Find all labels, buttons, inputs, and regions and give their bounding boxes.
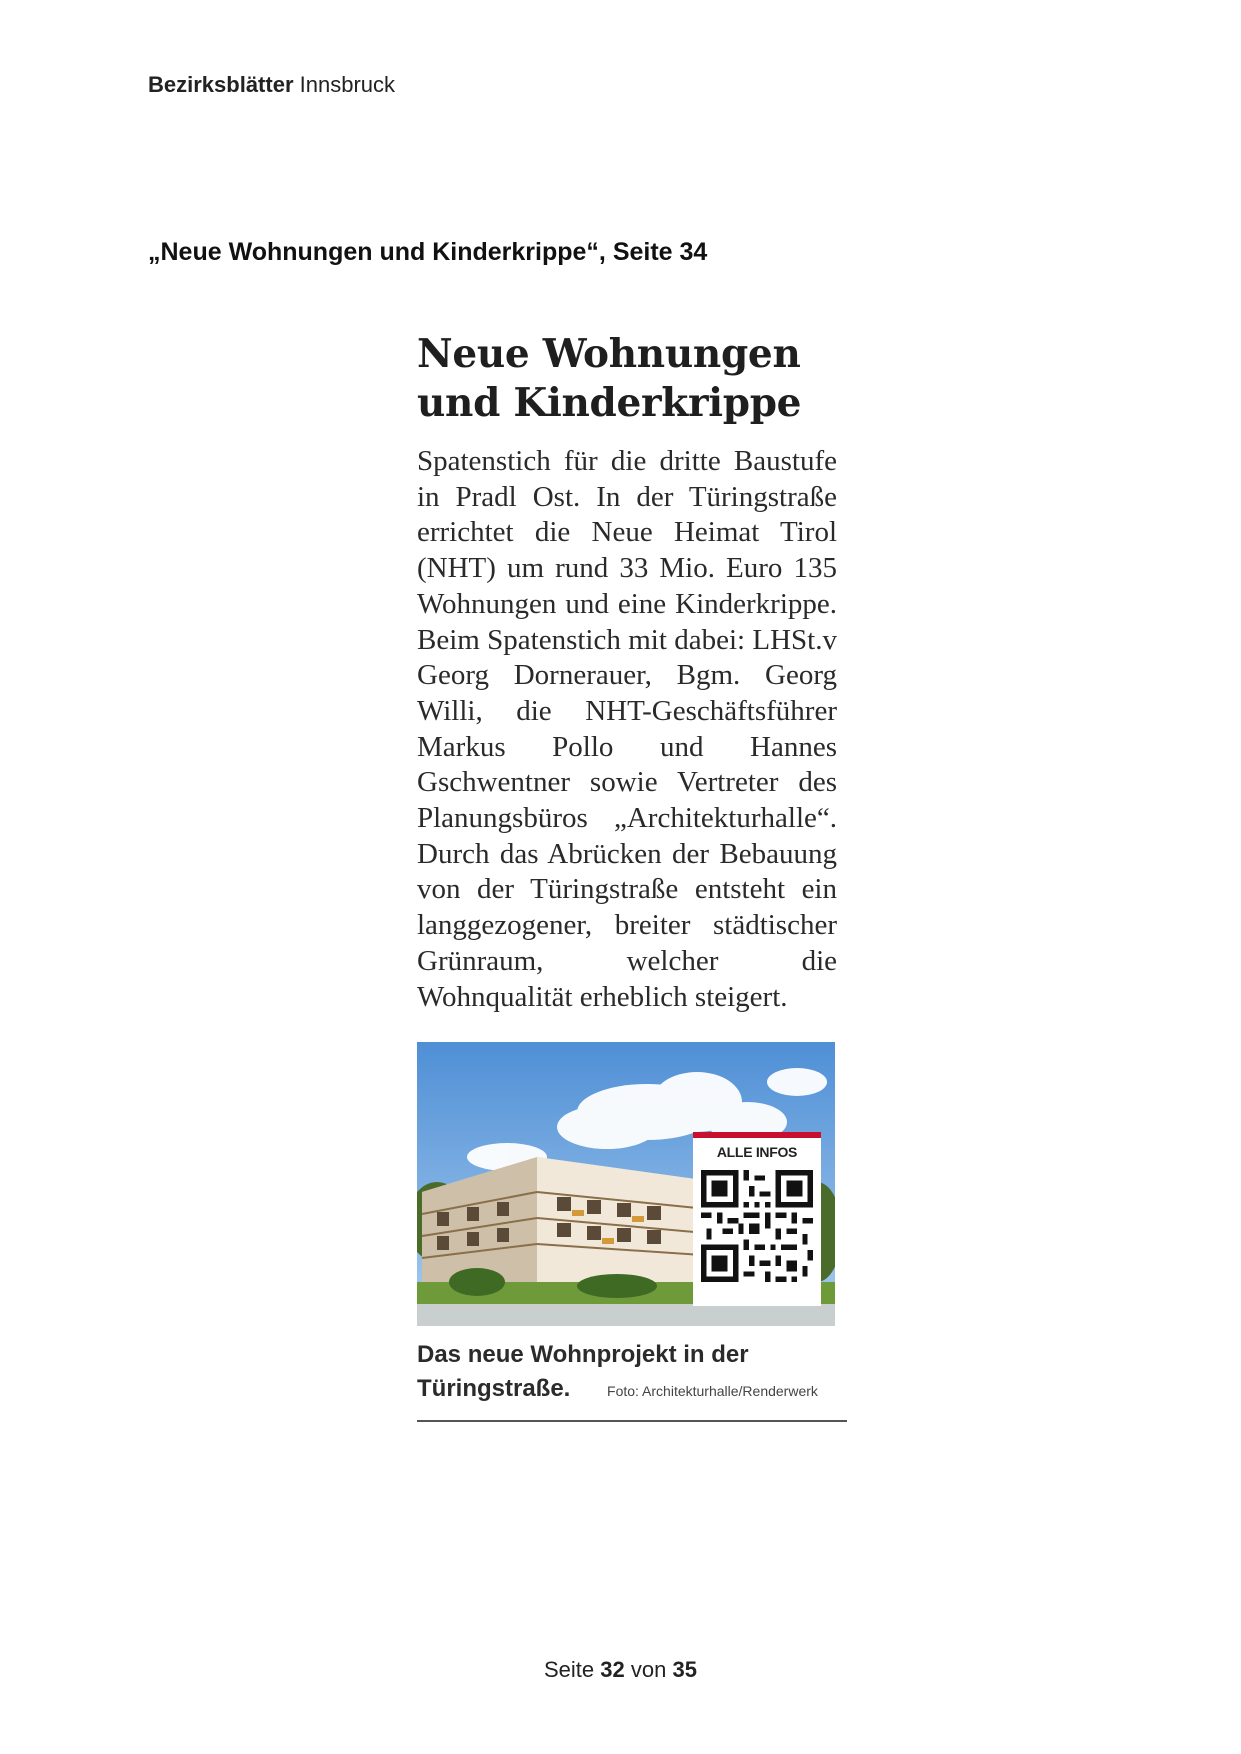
article-headline [417, 330, 837, 428]
region-name: Innsbruck [299, 72, 396, 97]
photo-credit: Foto: Architekturhalle/Renderwerk [607, 1383, 818, 1400]
article-body: Spatenstich für die dritte Baustufe in Pradl Ost. In der Türingstraße errichtet die Neue Heimat Tirol (NHT) um rund 33 Mio. Euro 135 Wohnungen und eine Kinderkrippe. Beim Spatenstich mit dabei: LHSt.v Georg Dornerauer, Bgm. Georg Willi, die NHT-Geschäftsführer Markus Pollo und Hannes Gschwentner sowie Vertreter des Planungsbüros „Architekturhalle“. Durch das Abrücken der Bebauung von der Türingstraße entsteht ein langgezogener, breiter städtischer Grünraum, welcher die Wohnqualität erheblich steigert. [417, 445, 837, 1013]
footer-separator: von [630, 1657, 667, 1682]
divider-rule [417, 1420, 847, 1422]
publication-name: Bezirksblätter [148, 72, 294, 97]
headline-line-2: und Kinderkrippe [417, 380, 802, 426]
article-photo [417, 1042, 835, 1326]
newspaper-clipping [417, 330, 837, 1422]
caption-text: Das neue Wohnprojekt in der Türingstraße. [417, 1341, 749, 1403]
qr-label: ALLE INFOS [716, 1144, 798, 1161]
qr-code-icon [701, 1170, 813, 1282]
footer-prefix: Seite [544, 1657, 595, 1682]
headline-line-1: Neue Wohnungen [417, 331, 801, 377]
current-page-number: 32 [600, 1657, 625, 1682]
reference-title: „Neue Wohnungen und Kinderkrippe“, Seite 34 [148, 238, 708, 266]
qr-info-box [693, 1132, 821, 1306]
document-header [148, 72, 395, 98]
photo-caption [417, 1338, 837, 1408]
page-footer [0, 1657, 1241, 1683]
total-pages-number: 35 [672, 1657, 697, 1682]
